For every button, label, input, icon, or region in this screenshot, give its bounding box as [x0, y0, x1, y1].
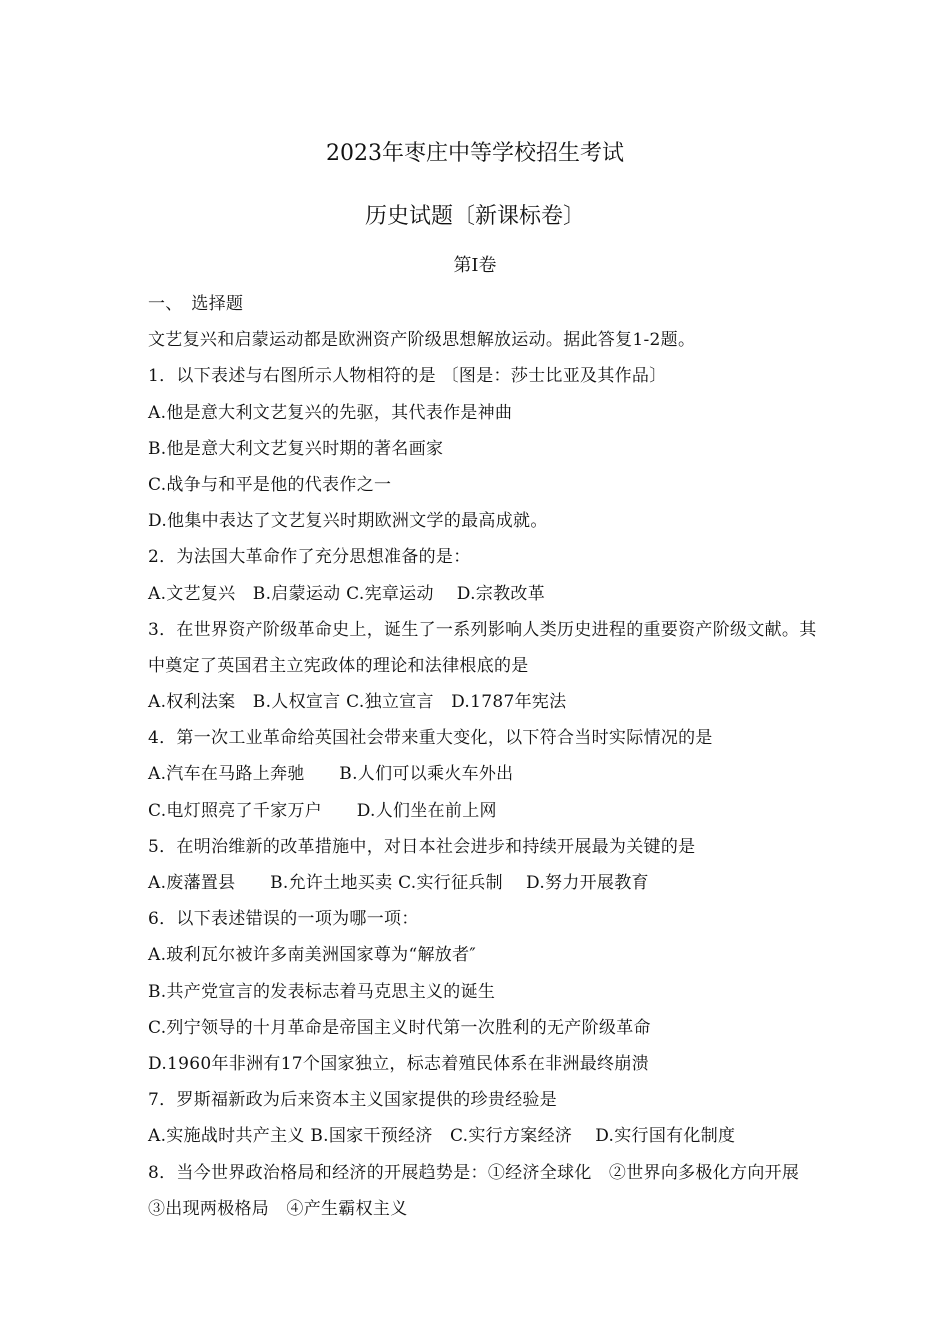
question-stem: 7．罗斯福新政为后来资本主义国家提供的珍贵经验是 [148, 1090, 558, 1111]
question-stem: 4．第一次工业革命给英国社会带来重大变化，以下符合当时实际情况的是 [148, 728, 713, 749]
question-stem: 3．在世界资产阶级革命史上，诞生了一系列影响人类历史进程的重要资产阶级文献。其中奠定了英国君主立宪政体的理论和法律根底的是 [148, 619, 817, 676]
question-option: A.文艺复兴 B.启蒙运动 C.宪章运动 D.宗教改革 [148, 583, 546, 604]
question-option: A.实施战时共产主义 B.国家干预经济 C.实行方案经济 D.实行国有化制度 [148, 1126, 736, 1147]
question-stem: 2．为法国大革命作了充分思想准备的是： [148, 547, 471, 568]
question-stem: 6．以下表述错误的一项为哪一项： [148, 909, 419, 930]
question-option: C.列宁领导的十月革命是帝国主义时代第一次胜利的无产阶级革命 [148, 1017, 651, 1038]
question-option: B.他是意大利文艺复兴时期的著名画家 [148, 438, 444, 459]
question-option: C.战争与和平是他的代表作之一 [148, 474, 392, 495]
question-option: A.他是意大利文艺复兴的先驱，其代表作是神曲 [148, 402, 513, 423]
question-option: B.共产党宣言的发表标志着马克思主义的诞生 [148, 981, 496, 1002]
volume-label: 第Ⅰ卷 [453, 255, 497, 276]
section-heading: 一、 选择题 [148, 294, 244, 314]
exam-title: 2023年枣庄中等学校招生考试 [326, 141, 624, 166]
question-option: A.废藩置县 B.允许土地买卖 C.实行征兵制 D.努力开展教育 [148, 873, 649, 894]
question-stem: 5．在明治维新的改革措施中，对日本社会进步和持续开展最为关键的是 [148, 836, 696, 857]
question-option: D.1960年非洲有17个国家独立，标志着殖民体系在非洲最终崩溃 [148, 1053, 649, 1074]
question-option: C.电灯照亮了千家万户 D.人们坐在前上网 [148, 800, 497, 821]
question-option: A.汽车在马路上奔驰 B.人们可以乘火车外出 [148, 764, 514, 785]
question-option: D.他集中表达了文艺复兴时期欧洲文学的最高成就。 [148, 511, 548, 532]
question-stem: 1．以下表述与右图所示人物相符的是 〔图是：莎士比亚及其作品〕 [148, 366, 667, 387]
exam-subtitle: 历史试题〔新课标卷〕 [364, 204, 585, 229]
question-stem: 8．当今世界政治格局和经济的开展趋势是：①经济全球化 ②世界向多极化方向开展 ③出现两极格局 ④产生霸权主义 [148, 1162, 817, 1219]
section-intro: 文艺复兴和启蒙运动都是欧洲资产阶级思想解放运动。据此答复1-2题。 [148, 330, 696, 351]
question-option: A.权利法案 B.人权宣言 C.独立宣言 D.1787年宪法 [148, 692, 567, 713]
question-option: A.玻利瓦尔被许多南美洲国家尊为“解放者″ [148, 945, 477, 966]
question-body [148, 286, 828, 1227]
